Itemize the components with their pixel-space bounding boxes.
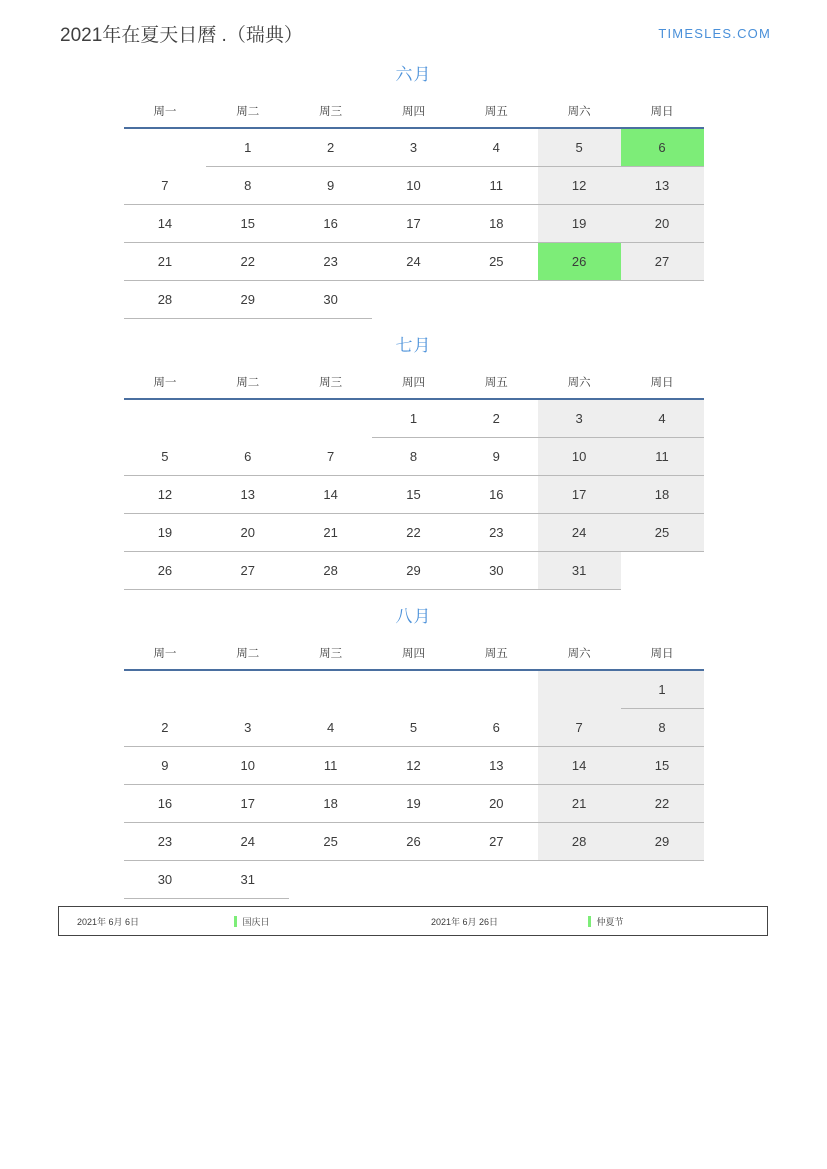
- day-cell[interactable]: 1: [372, 399, 455, 438]
- weekday-header: 周六: [538, 641, 621, 670]
- day-cell[interactable]: 31: [206, 861, 289, 899]
- weekday-header: 周日: [621, 99, 704, 128]
- day-cell[interactable]: 8: [372, 438, 455, 476]
- empty-day-cell: [372, 670, 455, 709]
- day-cell-weekend[interactable]: 29: [621, 823, 704, 861]
- day-cell[interactable]: 30: [289, 281, 372, 319]
- day-cell[interactable]: 7: [289, 438, 372, 476]
- week-row: [124, 399, 704, 438]
- week-row: [124, 281, 704, 319]
- day-cell[interactable]: 2: [455, 399, 538, 438]
- empty-day-cell: [538, 281, 621, 319]
- month-block: [124, 60, 704, 319]
- day-cell-weekend[interactable]: 18: [621, 476, 704, 514]
- empty-day-cell: [538, 670, 621, 709]
- week-row: [124, 243, 704, 281]
- day-cell[interactable]: 10: [372, 167, 455, 205]
- month-table: [124, 99, 704, 319]
- day-cell-weekend[interactable]: 11: [621, 438, 704, 476]
- week-row: [124, 552, 704, 590]
- empty-day-cell: [124, 128, 207, 167]
- day-cell[interactable]: 26: [124, 552, 207, 590]
- day-cell[interactable]: 25: [455, 243, 538, 281]
- day-cell[interactable]: 7: [124, 167, 207, 205]
- week-row: [124, 670, 704, 709]
- week-row: [124, 167, 704, 205]
- day-cell[interactable]: 1: [206, 128, 289, 167]
- day-cell-weekend[interactable]: 8: [621, 709, 704, 747]
- weekday-header: 周一: [124, 370, 207, 399]
- weekday-header: 周四: [372, 370, 455, 399]
- empty-day-cell: [621, 552, 704, 590]
- day-cell[interactable]: 15: [206, 205, 289, 243]
- day-cell[interactable]: 22: [206, 243, 289, 281]
- empty-day-cell: [372, 281, 455, 319]
- day-cell[interactable]: 30: [455, 552, 538, 590]
- day-cell-weekend[interactable]: 10: [538, 438, 621, 476]
- day-cell-weekend[interactable]: 17: [538, 476, 621, 514]
- empty-day-cell: [206, 670, 289, 709]
- day-cell[interactable]: 4: [455, 128, 538, 167]
- holiday-swatch-icon: [588, 916, 591, 927]
- brand-label: TIMESLES.COM: [658, 26, 771, 41]
- legend-bar: [58, 906, 768, 936]
- day-cell[interactable]: 15: [372, 476, 455, 514]
- weekday-header: 周日: [621, 370, 704, 399]
- week-row: [124, 128, 704, 167]
- day-cell[interactable]: 22: [372, 514, 455, 552]
- day-cell[interactable]: 20: [206, 514, 289, 552]
- weekday-header: 周三: [289, 641, 372, 670]
- weekday-header: 周三: [289, 370, 372, 399]
- day-cell[interactable]: 19: [124, 514, 207, 552]
- legend-date: 2021年 6月 6日: [77, 916, 140, 927]
- empty-day-cell: [538, 861, 621, 899]
- day-cell[interactable]: 13: [206, 476, 289, 514]
- day-cell-weekend[interactable]: 20: [621, 205, 704, 243]
- week-row: [124, 823, 704, 861]
- day-cell-weekend[interactable]: 15: [621, 747, 704, 785]
- week-row: [124, 709, 704, 747]
- weekday-header: 周一: [124, 641, 207, 670]
- month-block: [124, 331, 704, 590]
- day-cell[interactable]: 23: [124, 823, 207, 861]
- empty-day-cell: [289, 670, 372, 709]
- week-row: [124, 861, 704, 899]
- day-cell[interactable]: 9: [124, 747, 207, 785]
- empty-day-cell: [206, 399, 289, 438]
- day-cell-weekend[interactable]: 27: [621, 243, 704, 281]
- legend-holiday-label: 仲夏节: [596, 916, 624, 927]
- day-cell[interactable]: 25: [289, 823, 372, 861]
- empty-day-cell: [455, 861, 538, 899]
- day-cell[interactable]: 10: [206, 747, 289, 785]
- day-cell[interactable]: 13: [455, 747, 538, 785]
- day-cell[interactable]: 26: [372, 823, 455, 861]
- legend-date: 2021年 6月 26日: [431, 916, 499, 927]
- weekday-header: 周一: [124, 99, 207, 128]
- day-cell-weekend[interactable]: 12: [538, 167, 621, 205]
- day-cell[interactable]: 6: [455, 709, 538, 747]
- empty-day-cell: [289, 861, 372, 899]
- day-cell[interactable]: 24: [206, 823, 289, 861]
- day-cell-weekend[interactable]: 24: [538, 514, 621, 552]
- day-cell-holiday[interactable]: 6: [621, 128, 704, 167]
- day-cell-weekend[interactable]: 22: [621, 785, 704, 823]
- day-cell[interactable]: 17: [372, 205, 455, 243]
- day-cell[interactable]: 21: [124, 243, 207, 281]
- week-row: [124, 514, 704, 552]
- day-cell[interactable]: 12: [372, 747, 455, 785]
- weekday-header-row: [124, 99, 704, 128]
- day-cell[interactable]: 30: [124, 861, 207, 899]
- day-cell-weekend[interactable]: 13: [621, 167, 704, 205]
- month-table: [124, 641, 704, 899]
- day-cell[interactable]: 4: [289, 709, 372, 747]
- week-row: [124, 438, 704, 476]
- day-cell-weekend[interactable]: 5: [538, 128, 621, 167]
- weekday-header: 周四: [372, 99, 455, 128]
- day-cell[interactable]: 23: [455, 514, 538, 552]
- day-cell[interactable]: 6: [206, 438, 289, 476]
- day-cell[interactable]: 27: [455, 823, 538, 861]
- weekday-header-row: [124, 370, 704, 399]
- day-cell-weekend[interactable]: 28: [538, 823, 621, 861]
- day-cell-weekend[interactable]: 4: [621, 399, 704, 438]
- week-row: [124, 205, 704, 243]
- day-cell[interactable]: 2: [289, 128, 372, 167]
- month-block: [124, 602, 704, 899]
- day-cell[interactable]: 24: [372, 243, 455, 281]
- day-cell[interactable]: 29: [206, 281, 289, 319]
- legend-holiday-name: [234, 907, 413, 935]
- day-cell[interactable]: 16: [289, 205, 372, 243]
- day-cell[interactable]: 29: [372, 552, 455, 590]
- legend-holiday-label: 国庆日: [242, 916, 270, 927]
- day-cell[interactable]: 14: [124, 205, 207, 243]
- month-table: [124, 370, 704, 590]
- calendar-list: [0, 60, 827, 911]
- day-cell[interactable]: 23: [289, 243, 372, 281]
- weekday-header: 周四: [372, 641, 455, 670]
- legend-holiday-name: [588, 907, 767, 935]
- day-cell-weekend[interactable]: 25: [621, 514, 704, 552]
- day-cell-weekend[interactable]: 14: [538, 747, 621, 785]
- day-cell[interactable]: 3: [206, 709, 289, 747]
- page-title: 2021年在夏天日曆 .（瑞典）: [60, 25, 303, 46]
- day-cell-weekend[interactable]: 3: [538, 399, 621, 438]
- empty-day-cell: [372, 861, 455, 899]
- day-cell[interactable]: 14: [289, 476, 372, 514]
- empty-day-cell: [455, 281, 538, 319]
- week-row: [124, 476, 704, 514]
- week-row: [124, 785, 704, 823]
- day-cell[interactable]: 20: [455, 785, 538, 823]
- week-row: [124, 747, 704, 785]
- day-cell[interactable]: 17: [206, 785, 289, 823]
- holiday-swatch-icon: [234, 916, 237, 927]
- day-cell-weekend[interactable]: 1: [621, 670, 704, 709]
- page-header: [60, 20, 771, 50]
- weekday-header: 周五: [455, 641, 538, 670]
- day-cell[interactable]: 3: [372, 128, 455, 167]
- day-cell[interactable]: 2: [124, 709, 207, 747]
- day-cell[interactable]: 11: [455, 167, 538, 205]
- day-cell[interactable]: 5: [124, 438, 207, 476]
- day-cell-weekend[interactable]: 7: [538, 709, 621, 747]
- weekday-header: 周六: [538, 99, 621, 128]
- day-cell[interactable]: 18: [289, 785, 372, 823]
- day-cell[interactable]: 8: [206, 167, 289, 205]
- month-title: 八月: [395, 607, 432, 626]
- weekday-header: 周日: [621, 641, 704, 670]
- month-title: 七月: [395, 336, 432, 355]
- weekday-header: 周三: [289, 99, 372, 128]
- day-cell[interactable]: 27: [206, 552, 289, 590]
- day-cell-weekend[interactable]: 19: [538, 205, 621, 243]
- weekday-header: 周五: [455, 370, 538, 399]
- weekday-header: 周二: [206, 641, 289, 670]
- day-cell-weekend[interactable]: 21: [538, 785, 621, 823]
- day-cell[interactable]: 28: [289, 552, 372, 590]
- day-cell[interactable]: 21: [289, 514, 372, 552]
- day-cell[interactable]: 5: [372, 709, 455, 747]
- weekday-header: 周二: [206, 99, 289, 128]
- day-cell[interactable]: 28: [124, 281, 207, 319]
- empty-day-cell: [124, 399, 207, 438]
- empty-day-cell: [621, 281, 704, 319]
- day-cell[interactable]: 9: [289, 167, 372, 205]
- day-cell[interactable]: 18: [455, 205, 538, 243]
- day-cell[interactable]: 19: [372, 785, 455, 823]
- weekday-header-row: [124, 641, 704, 670]
- weekday-header: 周二: [206, 370, 289, 399]
- day-cell[interactable]: 16: [124, 785, 207, 823]
- month-title: 六月: [395, 65, 432, 84]
- day-cell[interactable]: 11: [289, 747, 372, 785]
- day-cell-holiday[interactable]: 26: [538, 243, 621, 281]
- day-cell-weekend[interactable]: 31: [538, 552, 621, 590]
- weekday-header: 周六: [538, 370, 621, 399]
- day-cell[interactable]: 12: [124, 476, 207, 514]
- empty-day-cell: [455, 670, 538, 709]
- empty-day-cell: [289, 399, 372, 438]
- weekday-header: 周五: [455, 99, 538, 128]
- day-cell[interactable]: 16: [455, 476, 538, 514]
- empty-day-cell: [621, 861, 704, 899]
- day-cell[interactable]: 9: [455, 438, 538, 476]
- empty-day-cell: [124, 670, 207, 709]
